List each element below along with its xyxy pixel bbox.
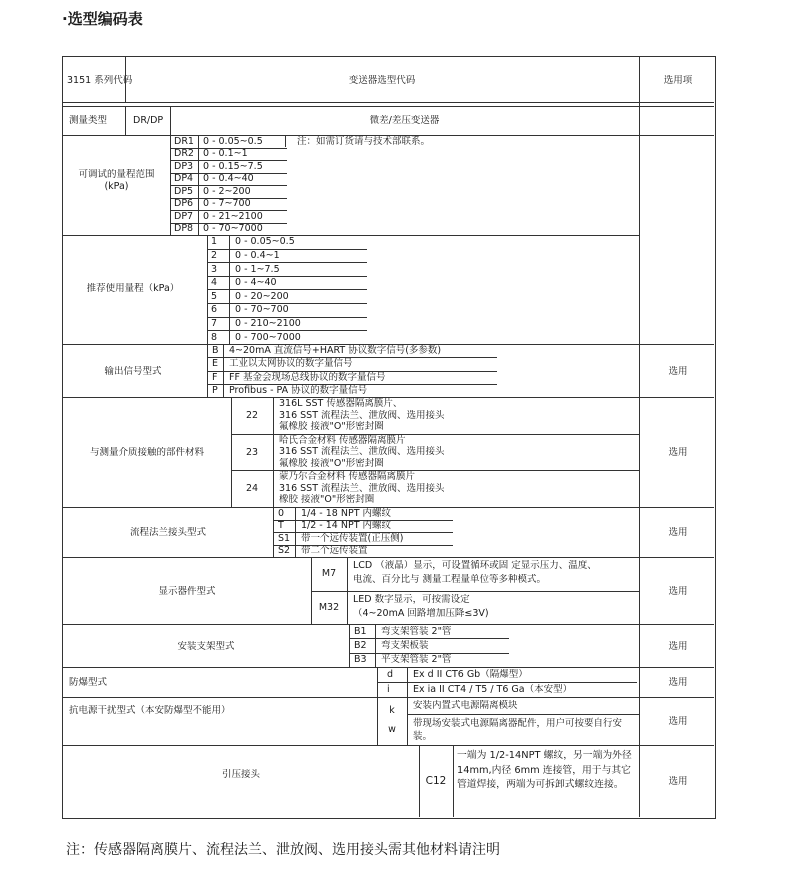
range-value-5: 0 - 2~200 xyxy=(203,185,251,197)
bracket-value-1: 弯支架管装 2"管 xyxy=(381,625,452,637)
flange-value-2: 1/2 - 14 NPT 内螺纹 xyxy=(301,520,392,532)
material-line1-3: 蒙乃尔合金材料 传感器隔离膜片 xyxy=(279,471,416,483)
connection-desc: 一端为 1/2-14NPT 螺纹，另一端为外径 14mm,内径 6mm 连接管，用于与其它管道焊接，两端为可拆卸式螺纹连接。 xyxy=(457,750,632,790)
range-code-2: DR2 xyxy=(174,148,194,160)
connection-option: 选用 xyxy=(668,776,688,787)
bracket-code-3: B3 xyxy=(354,654,367,666)
flange-label: 流程法兰接头型式 xyxy=(129,527,206,538)
range-code-7: DP7 xyxy=(174,210,194,222)
flange-value-3: 带一个远传装置(正压侧) xyxy=(301,532,404,544)
bracket-option: 选用 xyxy=(668,641,688,652)
display-line2-2: （4~20mA 回路增加压降≤3V) xyxy=(353,607,489,619)
output-option: 选用 xyxy=(668,366,688,377)
display-line1-2: LED 数字显示，可按需设定 xyxy=(353,593,470,605)
range-code-3: DP3 xyxy=(174,160,194,172)
explosion-code-1: d xyxy=(387,669,394,680)
material-option: 选用 xyxy=(668,447,688,458)
range-code-4: DP4 xyxy=(174,173,194,185)
material-label: 与测量介质接触的部件材料 xyxy=(89,447,204,458)
output-value-1: 4~20mA 直流信号+HART 协议数字信号(多参数) xyxy=(229,345,442,357)
range-code-5: DP5 xyxy=(174,185,194,197)
range-code-8: DP8 xyxy=(174,223,194,235)
recommend-code-5: 5 xyxy=(211,290,218,302)
bracket-value-3: 平支架管装 2"管 xyxy=(381,654,452,666)
interference-option: 选用 xyxy=(668,716,688,727)
flange-code-1: 0 xyxy=(278,507,285,519)
output-code-2: E xyxy=(212,358,219,370)
range-unit: (kPa) xyxy=(104,181,129,192)
recommend-value-4: 0 - 4~40 xyxy=(235,277,277,289)
explosion-value-1: Ex d II CT6 Gb（隔爆型） xyxy=(413,669,528,680)
range-value-6: 0 - 7~700 xyxy=(203,198,251,210)
interference-value-1: 安装内置式电源隔离模块 xyxy=(413,700,518,711)
interference-label: 抗电源干扰型式（本安防爆型不能用） xyxy=(69,705,231,716)
display-line1-1: LCD （液晶）显示，可设置循环或固 定显示压力、温度、 xyxy=(353,560,597,571)
recommend-value-8: 0 - 700~7000 xyxy=(235,331,301,343)
range-label: 可调试的量程范围 xyxy=(78,169,155,180)
selection-code-table xyxy=(62,56,716,819)
explosion-option: 选用 xyxy=(668,677,688,688)
flange-code-3: S1 xyxy=(278,532,291,544)
header-code-title: 变送器选型代码 xyxy=(348,75,416,86)
material-line1-2: 哈氏合金材料 传感器隔离膜片 xyxy=(279,434,406,446)
range-code-1: DR1 xyxy=(174,135,194,147)
display-code-2: M32 xyxy=(318,601,340,613)
output-code-4: P xyxy=(212,384,218,396)
bracket-code-1: B1 xyxy=(354,625,367,637)
header-option: 选用项 xyxy=(663,75,693,86)
range-value-3: 0 - 0.15~7.5 xyxy=(203,160,263,172)
measure-code: DR/DP xyxy=(133,115,164,126)
recommend-value-5: 0 - 20~200 xyxy=(235,290,289,302)
display-option: 选用 xyxy=(668,586,688,597)
explosion-label: 防爆型式 xyxy=(69,677,108,688)
bracket-label: 安装支架型式 xyxy=(177,641,235,652)
bracket-code-2: B2 xyxy=(354,639,367,651)
material-code-1: 22 xyxy=(245,410,259,421)
material-line3-3: 橡胶 接液"O"形密封圈 xyxy=(279,494,375,506)
range-value-4: 0 - 0.4~40 xyxy=(203,173,254,185)
recommend-code-8: 8 xyxy=(211,331,218,343)
flange-value-1: 1/4 - 18 NPT 内螺纹 xyxy=(301,507,392,519)
interference-code-1: k xyxy=(389,705,395,716)
recommend-code-2: 2 xyxy=(211,249,218,261)
output-label: 输出信号型式 xyxy=(104,366,162,377)
output-value-4: Profibus - PA 协议的数字量信号 xyxy=(229,384,368,396)
material-line1-1: 316L SST 传感器隔离膜片、 xyxy=(279,398,403,409)
material-code-2: 23 xyxy=(245,446,259,458)
recommend-code-3: 3 xyxy=(211,263,218,275)
display-code-1: M7 xyxy=(321,568,337,579)
recommend-value-3: 0 - 1~7.5 xyxy=(235,263,280,275)
recommend-code-6: 6 xyxy=(211,304,218,316)
display-line2-1: 电流、百分比与 测量工程量单位等多种模式。 xyxy=(353,574,547,585)
explosion-code-2: i xyxy=(387,684,390,695)
material-line3-2: 氟橡胶 接液"O"形密封圈 xyxy=(279,457,384,469)
interference-code-2: w xyxy=(388,724,396,735)
connection-label: 引压接头 xyxy=(221,769,260,780)
flange-option: 选用 xyxy=(668,527,688,538)
flange-code-2: T xyxy=(278,520,284,532)
material-line3-1: 氟橡胶 接液"O"形密封圈 xyxy=(279,421,384,432)
flange-value-4: 带二个远传装置 xyxy=(301,545,368,557)
recommend-label: 推荐使用量程（kPa） xyxy=(86,283,180,294)
page-heading: ·选型编码表 xyxy=(62,10,143,28)
material-code-3: 24 xyxy=(245,483,259,495)
material-line2-3: 316 SST 流程法兰、泄放阀、选用接头 xyxy=(279,482,445,494)
recommend-value-7: 0 - 210~2100 xyxy=(235,317,301,329)
range-code-6: DP6 xyxy=(174,198,194,210)
display-label: 显示器件型式 xyxy=(158,586,216,597)
measure-label: 测量类型 xyxy=(69,115,108,126)
output-value-2: 工业以太网协议的数字量信号 xyxy=(229,358,353,370)
recommend-value-2: 0 - 0.4~1 xyxy=(235,249,280,261)
range-value-7: 0 - 21~2100 xyxy=(203,210,263,222)
recommend-value-6: 0 - 70~700 xyxy=(235,304,289,316)
measure-desc: 微差/差压变送器 xyxy=(369,115,440,126)
recommend-value-1: 0 - 0.05~0.5 xyxy=(235,236,295,248)
range-value-1: 0 - 0.05~0.5 xyxy=(203,135,263,147)
output-value-3: FF 基金会现场总线协议的数字量信号 xyxy=(229,371,386,383)
bracket-value-2: 弯支架板装 xyxy=(381,639,429,651)
recommend-code-7: 7 xyxy=(211,317,218,329)
output-code-3: F xyxy=(212,371,218,383)
option-column-divider xyxy=(639,57,640,817)
range-value-8: 0 - 70~7000 xyxy=(203,223,263,235)
header-model-code: 3151 系列代码 xyxy=(67,75,133,86)
flange-code-4: S2 xyxy=(278,545,291,557)
recommend-code-4: 4 xyxy=(211,277,218,289)
recommend-code-1: 1 xyxy=(211,236,218,248)
output-code-1: B xyxy=(212,345,219,357)
connection-code: C12 xyxy=(425,776,447,787)
material-line2-2: 316 SST 流程法兰、泄放阀、选用接头 xyxy=(279,446,445,458)
range-note: 注：如需订货请与技术部联系。 xyxy=(297,136,431,147)
footnote: 注：传感器隔离膜片、流程法兰、泄放阀、选用接头需其他材料请注明 xyxy=(66,842,500,858)
material-line2-1: 316 SST 流程法兰、泄放阀、选用接头 xyxy=(279,409,445,421)
range-value-2: 0 - 0.1~1 xyxy=(203,148,248,160)
explosion-value-2: Ex ia II CT4 / T5 / T6 Ga（本安型） xyxy=(413,684,573,695)
interference-value-2: 带现场安装式电源隔离器配件，用户可按要自行安装。 xyxy=(413,718,623,742)
